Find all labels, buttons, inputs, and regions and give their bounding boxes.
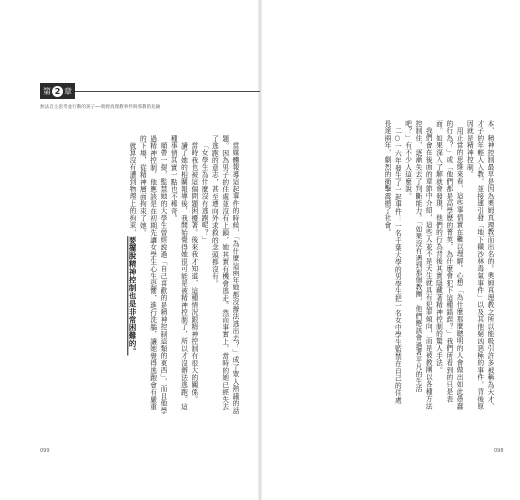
chapter-badge — [40, 83, 75, 99]
paragraph: 讀了她的相關報導後，我開始覺得她很可能是被精神控制了，所以才沒辦法逃跑。這種事情其實一點也不稀奇。 — [169, 135, 188, 410]
paragraph: 用正常的思維來看，這些事情實在難以理解。心想「為什麼那麼聰明的人會做出如此愚蠢的行為？」或「他們都是高學歷的菁英，為什麼會犯下這種錯誤？」我們所看到的只是表面。如果深入了解就會發現，他們的行為背後其實隱藏著精神控制的驚人手法。 — [434, 120, 464, 410]
paragraph: 當媒體報導這起事件的時候，「為什麼這兩年她都沒辦法逃出去？」成了眾人熱議的話題。因為男子的住處並沒有上鎖，她其實有機會逃走。然而事實上，當時的她已經失去了逃跑的意志，甚至連向外求救的念頭都沒有。 — [210, 135, 239, 414]
paragraph: 二○一六年發生了一起事件：一名千葉大學的男學生把一名女中學生監禁在自己的住處長達兩年，劇烈的衝擊震撼了社會。 — [383, 120, 402, 404]
paragraph: 順帶一提，監禁她的大學生曾經說過「自己喜歡的是精神控制這類的東西」，而且他學過精神控制，他應該是在初期先讓女學生心生恐懼，進行洗腦，讓她覺得逃跑會有嚴重的下場，從精神層面拘束了她。 — [138, 135, 167, 414]
right-page — [260, 0, 520, 500]
emphasis-text: 要擺脫精神控制也是非常困難的。 — [128, 235, 138, 356]
paragraph: 本，精神控制最早是因為奧姆真理教而出名的。奧姆真理教之所以能吸引許多被稱為天才、才子的年輕人入教，並接連引發「地下鐵沙林毒氣事件」以及其他窮凶惡極的事件，背後原因就是精神控制。 — [465, 120, 494, 410]
chapter-prefix: 第 — [43, 86, 51, 96]
paragraph: 就算沒有遭到物理上的拘束，要擺脫精神控制也是非常困難的。 — [128, 141, 138, 356]
chapter-suffix: 章 — [64, 86, 72, 96]
chapter-subtitle: 無法自主思考並行動的孩子──奧姆真理教事件與邪教的危險 — [40, 105, 161, 110]
page-number: 099 — [40, 448, 50, 454]
paragraph: 我們會在後面的章節中介紹，這些人並不是天生就具有犯罪傾向，而是被教團以各種方法控制住，逐漸失去了判斷能力。「如果沒有遇到那個教團，他們應該會過著平凡的生活吧？」有不少人這麼說。 — [403, 120, 433, 410]
right-page-body — [315, 120, 495, 410]
paragraph: 「女學生為什麼沒有逃跑呢？」 — [200, 141, 209, 244]
page-number: 098 — [494, 448, 504, 454]
paragraph: 當時我也被這個問題困擾著。後來我才知道，這種情況跟精神控制有很大的關係。 — [189, 141, 198, 403]
chapter-number: 2 — [52, 86, 63, 97]
left-page-body — [50, 135, 240, 415]
chapter-header — [40, 83, 260, 101]
